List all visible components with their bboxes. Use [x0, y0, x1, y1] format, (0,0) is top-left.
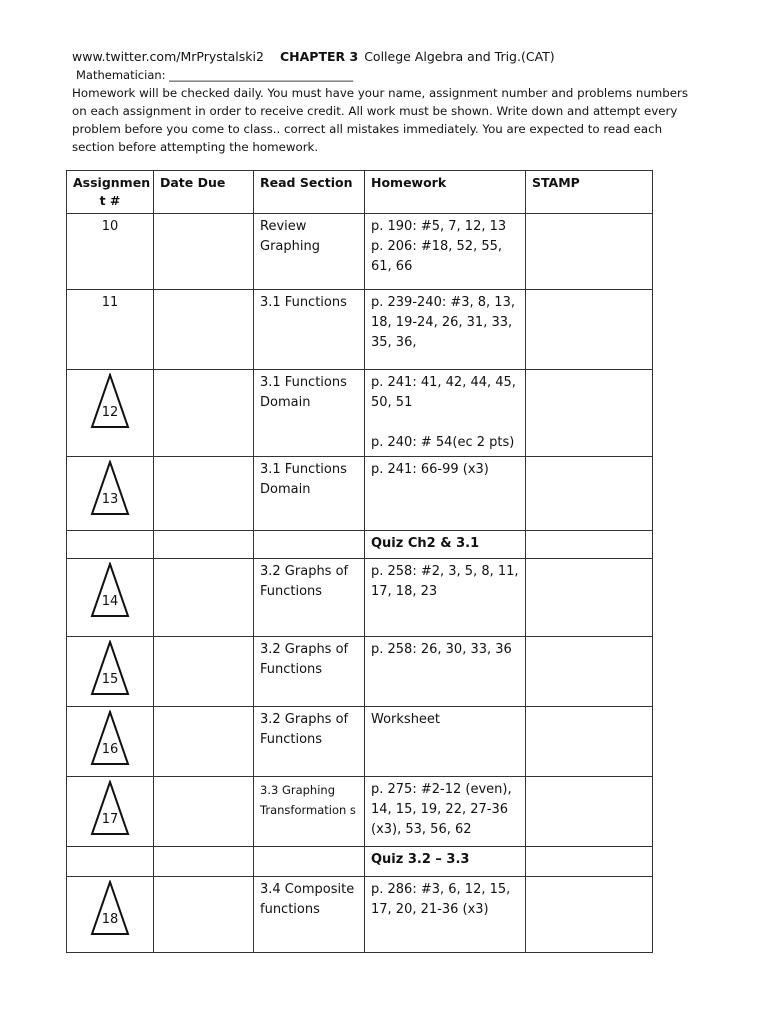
homework-cell: p. 258: #2, 3, 5, 8, 11, 17, 18, 23: [365, 559, 526, 637]
assignment-number: 15: [101, 672, 119, 687]
assignment-number: 11: [101, 295, 119, 310]
table-header-row: [67, 171, 653, 214]
triangle-marker-icon: [90, 373, 130, 429]
assignment-number-cell: [67, 214, 154, 290]
assignment-number-cell: [67, 637, 154, 707]
header-homework: Homework: [365, 171, 526, 214]
read-section-cell: 3.3 Graphing Transformation s: [254, 777, 365, 847]
stamp-cell: [526, 457, 653, 531]
assignment-number-cell: [67, 457, 154, 531]
stamp-cell: [526, 777, 653, 847]
assignment-number-cell: [67, 777, 154, 847]
header-date-due: Date Due: [154, 171, 254, 214]
table-row: [67, 847, 653, 877]
date-due-cell[interactable]: [154, 637, 254, 707]
stamp-cell: [526, 290, 653, 370]
stamp-cell: [526, 559, 653, 637]
quiz-cell: Quiz 3.2 – 3.3: [365, 847, 526, 877]
table-row: [67, 877, 653, 953]
assignment-number: 17: [101, 812, 119, 827]
header-assignment: Assignmen t #: [67, 171, 154, 214]
table-row: [67, 214, 653, 290]
assignment-number: 18: [101, 912, 119, 927]
assignment-number-cell: [67, 707, 154, 777]
read-section-cell: 3.4 Composite functions: [254, 877, 365, 953]
read-section-cell: [254, 531, 365, 559]
assignment-number-cell: [67, 290, 154, 370]
table-row: [67, 531, 653, 559]
course-name: College Algebra and Trig.(CAT): [364, 49, 555, 64]
stamp-cell: [526, 531, 653, 559]
homework-cell: Worksheet: [365, 707, 526, 777]
table-row: [67, 290, 653, 370]
date-due-cell[interactable]: [154, 531, 254, 559]
assignment-number: 12: [101, 405, 119, 420]
assignment-number: 13: [101, 492, 119, 507]
assignment-number-cell: [67, 877, 154, 953]
assignment-number: 16: [101, 742, 119, 757]
date-due-cell[interactable]: [154, 877, 254, 953]
read-section-cell: 3.2 Graphs of Functions: [254, 637, 365, 707]
homework-cell: p. 239-240: #3, 8, 13, 18, 19-24, 26, 31, 33, 35, 36,: [365, 290, 526, 370]
triangle-marker-icon: [90, 710, 130, 766]
homework-cell: p. 241: 66-99 (x3): [365, 457, 526, 531]
table-row: [67, 457, 653, 531]
homework-cell: p. 286: #3, 6, 12, 15, 17, 20, 21-36 (x3): [365, 877, 526, 953]
instructions-paragraph: Homework will be checked daily. You must have your name, assignment number and problems numbers on each assignment in order to receive credit. All work must be shown. Write down and attempt every problem before you come to class.. correct all mistakes immediately. You are expected to read each section before attempting the homework.: [72, 86, 689, 154]
homework-table: [66, 170, 653, 953]
homework-cell: p. 258: 26, 30, 33, 36: [365, 637, 526, 707]
date-due-cell[interactable]: [154, 559, 254, 637]
assignment-number-cell: [67, 531, 154, 559]
date-due-cell[interactable]: [154, 707, 254, 777]
stamp-cell: [526, 214, 653, 290]
date-due-cell[interactable]: [154, 370, 254, 457]
table-row: [67, 370, 653, 457]
table-row: [67, 637, 653, 707]
read-section-cell: 3.2 Graphs of Functions: [254, 707, 365, 777]
table-row: [67, 559, 653, 637]
table-row: [67, 777, 653, 847]
homework-cell: p. 275: #2-12 (even), 14, 15, 19, 22, 27-36 (x3), 53, 56, 62: [365, 777, 526, 847]
date-due-cell[interactable]: [154, 457, 254, 531]
read-section-cell: 3.1 Functions Domain: [254, 457, 365, 531]
mathematician-line: Mathematician: ________________________________: [76, 68, 354, 82]
twitter-url: www.twitter.com/MrPrystalski2: [72, 49, 264, 64]
chapter-title: CHAPTER 3: [279, 49, 359, 64]
stamp-cell: [526, 877, 653, 953]
triangle-marker-icon: [90, 880, 130, 936]
triangle-marker-icon: [90, 640, 130, 696]
date-due-cell[interactable]: [154, 290, 254, 370]
quiz-cell: Quiz Ch2 & 3.1: [365, 531, 526, 559]
read-section-cell: Review Graphing: [254, 214, 365, 290]
read-section-cell: 3.2 Graphs of Functions: [254, 559, 365, 637]
header-stamp: STAMP: [526, 171, 653, 214]
triangle-marker-icon: [90, 780, 130, 836]
table-row: [67, 707, 653, 777]
read-section-cell: 3.1 Functions Domain: [254, 370, 365, 457]
stamp-cell: [526, 370, 653, 457]
homework-cell: p. 190: #5, 7, 12, 13 p. 206: #18, 52, 55, 61, 66: [365, 214, 526, 290]
assignment-number: 14: [101, 594, 119, 609]
date-due-cell[interactable]: [154, 214, 254, 290]
assignment-number-cell: [67, 370, 154, 457]
assignment-number-cell: [67, 847, 154, 877]
stamp-cell: [526, 707, 653, 777]
read-section-cell: 3.1 Functions: [254, 290, 365, 370]
header-read-section: Read Section: [254, 171, 365, 214]
date-due-cell[interactable]: [154, 847, 254, 877]
assignment-number-cell: [67, 559, 154, 637]
stamp-cell: [526, 847, 653, 877]
worksheet-header: [72, 48, 702, 156]
homework-cell: p. 241: 41, 42, 44, 45, 50, 51 p. 240: # 54(ec 2 pts): [365, 370, 526, 457]
triangle-marker-icon: [90, 460, 130, 516]
date-due-cell[interactable]: [154, 777, 254, 847]
assignment-number: 10: [101, 219, 119, 234]
stamp-cell: [526, 637, 653, 707]
read-section-cell: [254, 847, 365, 877]
triangle-marker-icon: [90, 562, 130, 618]
